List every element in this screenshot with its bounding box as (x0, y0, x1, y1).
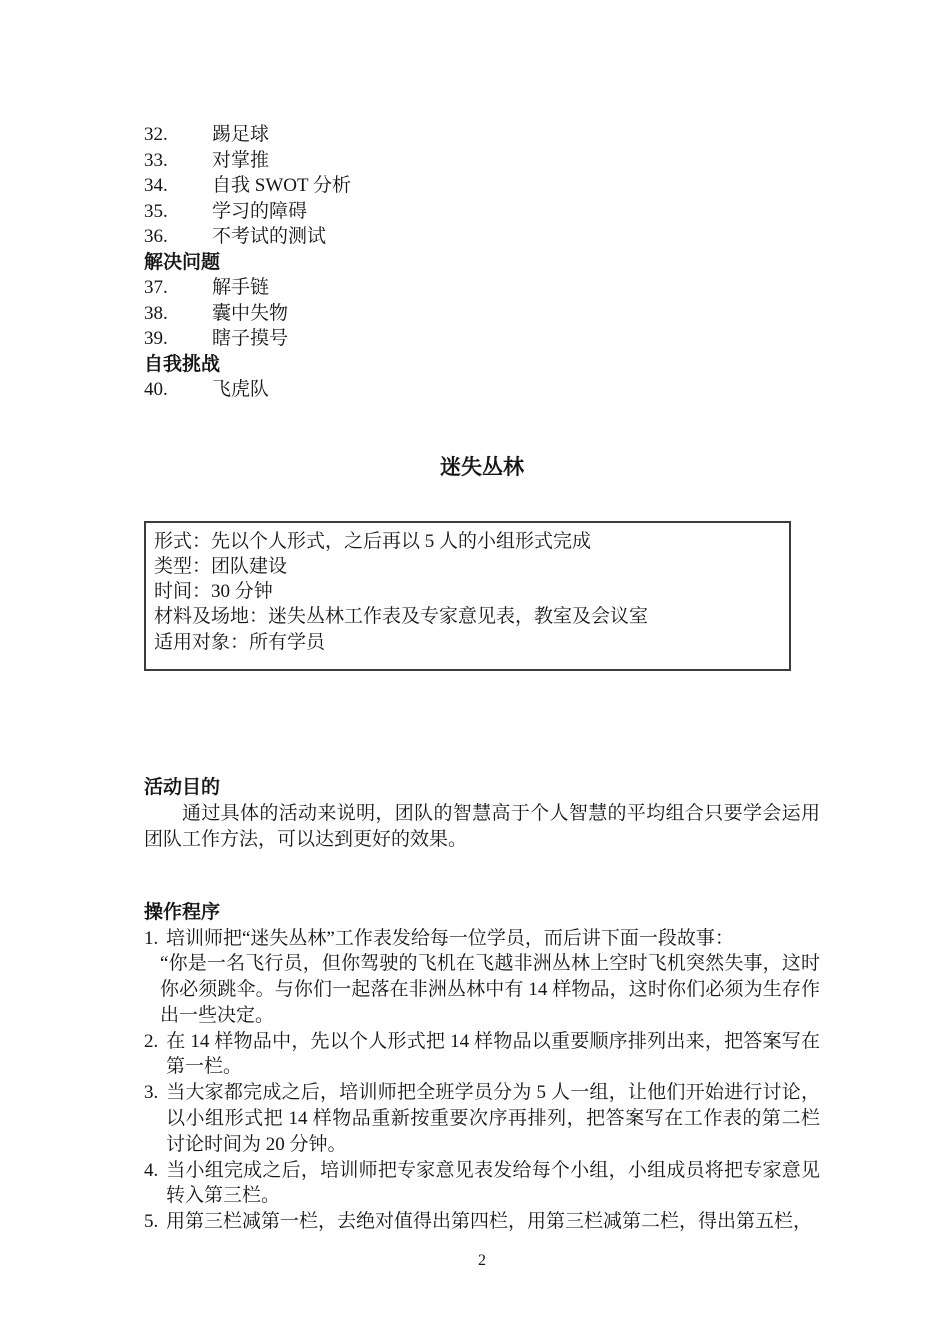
list-item (144, 122, 820, 148)
item-label: 囊中失物 (212, 302, 289, 324)
item-label: 解手链 (212, 277, 270, 298)
item-number: 40. (144, 379, 168, 400)
step-number: 1. (144, 927, 159, 949)
list-item (144, 199, 820, 225)
item-label: 瞎子摸号 (212, 328, 289, 349)
list-item (144, 224, 820, 250)
step-text: 4. 当小组完成之后，培训师把专家意见表发给每个小组，小组成员将把专家意见转入第三栏。 (144, 1159, 820, 1207)
item-number: 36. (144, 226, 168, 247)
item-number: 33. (144, 149, 168, 171)
item-number: 37. (144, 277, 168, 298)
procedure-step (144, 1209, 820, 1235)
item-number: 34. (144, 175, 168, 196)
activity-index-list (144, 122, 820, 403)
step-text: 5. 用第三栏减第一栏，去绝对值得出第四栏，用第三栏减第二栏，得出第五栏， (144, 1209, 820, 1235)
info-line-audience: 适用对象：所有学员 (154, 631, 326, 653)
list-item (144, 326, 820, 352)
item-number: 39. (144, 328, 168, 349)
section-header-problem-solving: 解决问题 (144, 251, 221, 273)
list-item (144, 301, 820, 327)
info-line-materials: 材料及场地：迷失丛林工作表及专家意见表，教室及会议室 (154, 606, 649, 628)
page-title: 迷失丛林 (440, 455, 524, 479)
step-number: 3. (144, 1082, 159, 1104)
procedure-heading: 操作程序 (144, 901, 221, 923)
step-text: 3. 当大家都完成之后，培训师把全班学员分为 5 人一组，让他们开始进行讨论，以小组形式把 14 样物品重新按重要次序再排列，把答案写在工作表的第二栏 讨论时间为 20 分钟。 (144, 1082, 820, 1155)
purpose-body: 通过具体的活动来说明，团队的智慧高于个人智慧的平均组合只要学会运用团队工作方法，可以达到更好的效果。 (144, 802, 820, 850)
step-number: 4. (144, 1159, 159, 1181)
step-text: 2. 在 14 样物品中，先以个人形式把 14 样物品以重要顺序排列出来，把答案写在第一栏。 (144, 1030, 820, 1078)
procedure-list (144, 926, 820, 1236)
section-header-self-challenge: 自我挑战 (144, 353, 221, 375)
list-item (144, 377, 820, 403)
info-line-time: 时间：30 分钟 (154, 581, 273, 603)
item-number: 38. (144, 302, 168, 324)
procedure-step (144, 926, 820, 1029)
item-label: 自我 SWOT 分析 (212, 175, 351, 196)
list-item (144, 173, 820, 199)
item-label: 对掌推 (212, 149, 270, 171)
step-text: 1. 培训师把“迷失丛林”工作表发给每一位学员，而后讲下面一段故事： (144, 926, 820, 952)
list-item (144, 148, 820, 174)
procedure-step (144, 1158, 820, 1210)
item-label: 不考试的测试 (212, 226, 327, 247)
page-number: 2 (478, 1252, 486, 1270)
procedure-step (144, 1029, 820, 1081)
item-number: 35. (144, 200, 168, 222)
info-line-format: 形式：先以个人形式，之后再以 5 人的小组形式完成 (154, 530, 592, 552)
step-number: 5. (144, 1211, 159, 1233)
activity-info-box (144, 521, 791, 671)
step-number: 2. (144, 1030, 159, 1052)
info-line-type: 类型：团队建设 (154, 555, 288, 577)
step-story-quote: “你是一名飞行员，但你驾驶的飞机在飞越非洲丛林上空时飞机突然失事，这时你必须跳伞。与你们一起落在非洲丛林中有 14 样物品，这时你们必须为生存作出一些决定。 (160, 953, 820, 1026)
procedure-step (144, 1080, 820, 1157)
purpose-heading: 活动目的 (144, 776, 221, 798)
list-item (144, 275, 820, 301)
item-label: 飞虎队 (212, 379, 270, 400)
item-label: 踢足球 (212, 124, 270, 145)
item-number: 32. (144, 124, 168, 145)
item-label: 学习的障碍 (212, 200, 308, 222)
